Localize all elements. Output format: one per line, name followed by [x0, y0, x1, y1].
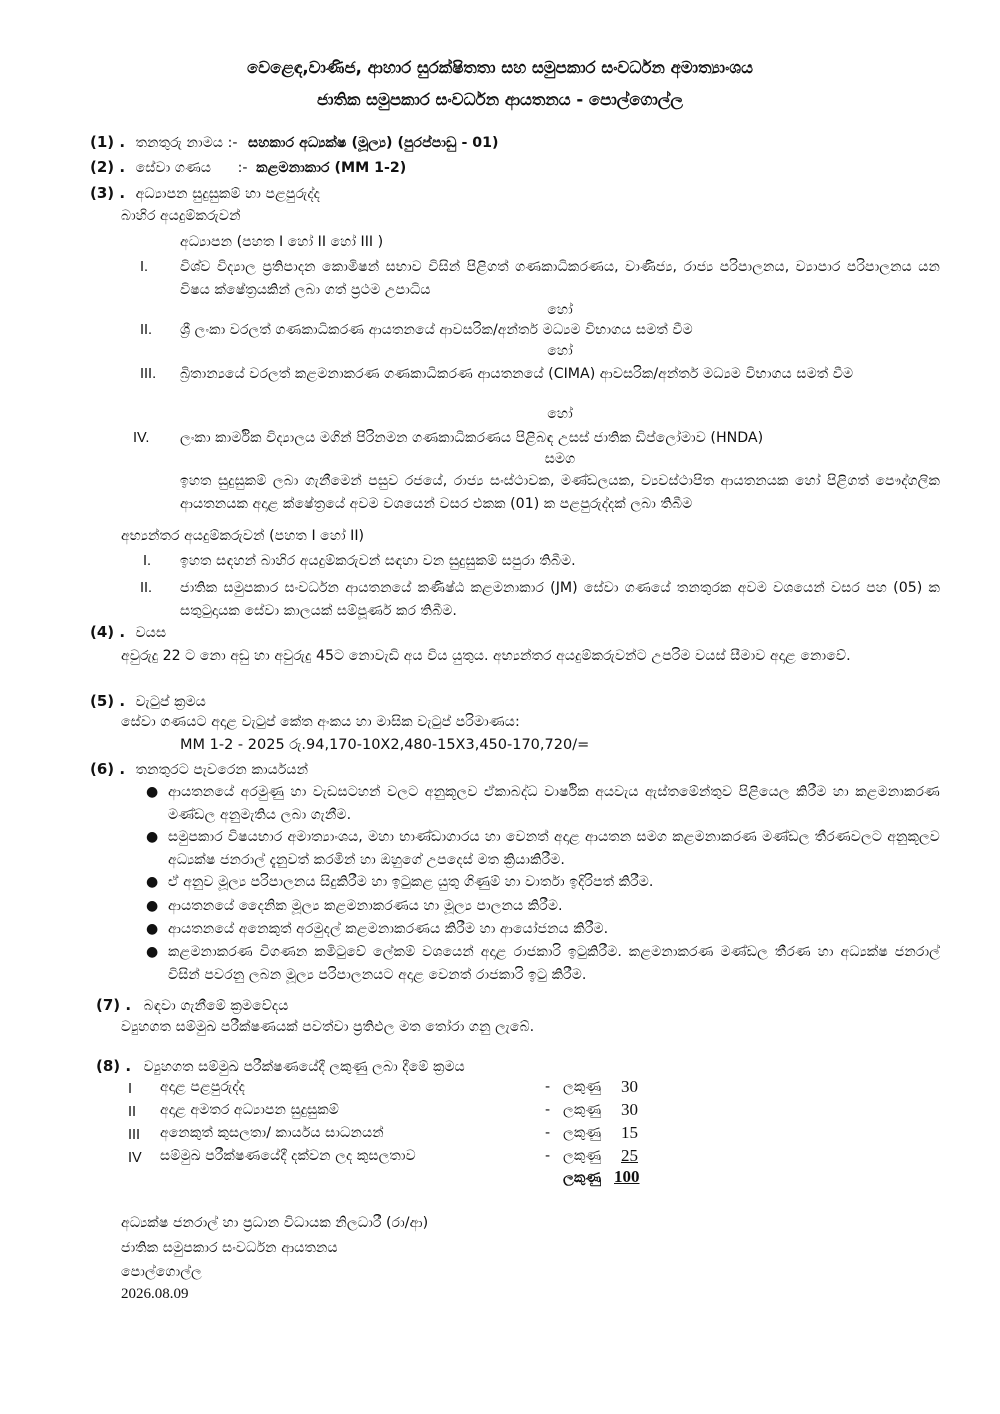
section-number: (2) .: [90, 158, 126, 176]
and-separator: සමග: [544, 451, 576, 467]
section-5-heading: [90, 692, 206, 710]
salary-intro: සේවා ගණයට අදාළ වැටුප් කේත අංකය හා මාසික වැටුප් පරිමාණය:: [121, 714, 520, 730]
duty-item: ආයතනයේ අරමුණු හා වැඩසටහන් වලට අනුකූලව ඒකාබද්ධ වාර්ෂික අයවැය ඇස්තමේන්තුව පිළියෙල කිරීම හා කළමනාකරණ මණ්ඩල අනුමැතිය ලබා ගැනීම.: [168, 784, 940, 823]
marks-row-label: සම්මුඛ පරීක්ෂණයේදී දක්වන ලද කුසලතාව: [160, 1148, 416, 1164]
marks-value: 30: [621, 1077, 638, 1096]
bullet-icon: ●: [146, 921, 159, 937]
marks-dash: -: [545, 1102, 551, 1118]
item-roman: III.: [140, 366, 157, 382]
issue-date: 2026.08.09: [121, 1286, 189, 1302]
marks-value: 30: [621, 1100, 638, 1119]
age-requirement: අවුරුදු 22 ට නො අඩු හා අවුරුදු 45ට නොවැඩි අය විය යුතුය. අභ්‍යන්තර අයදුම්කරුවන්ට උපරිම වයස් සීමාව අදාළ නොවේ.: [121, 648, 851, 664]
item-roman: II.: [140, 322, 153, 338]
internal-applicants-title: අභ්‍යන්තර අයදුම්කරුවන් (පහත I හෝ II): [121, 528, 365, 544]
education-item-4: ලංකා කාර්මික විද්‍යාලය මගින් පිරිනමන ගණකාධිකරණය පිළිබඳ උසස් ජාතික ඩිප්ලෝමාව (HNDA): [180, 430, 764, 446]
or-separator: හෝ: [547, 343, 573, 359]
signatory-institute: ජාතික සමුපකාර සංවර්ධන ආයතනය: [121, 1240, 338, 1256]
bullet-icon: ●: [146, 898, 159, 914]
education-title: අධ්‍යාපන (පහත I හෝ II හෝ III ): [180, 234, 384, 250]
section-label: අධ්‍යාපන සුදුසුකම් හා පළපුරුද්ද: [135, 186, 320, 202]
section-label: තනතුරට පැවරෙන කාර්යයන්: [135, 762, 309, 778]
section-4-heading: [90, 623, 166, 641]
section-number: (5) .: [90, 692, 126, 710]
or-separator: හෝ: [547, 302, 573, 318]
marks-word: ලකුණු: [563, 1102, 602, 1118]
duty-item: ඒ අනුව මූල්‍ය පරිපාලනය සිදුකිරීම හා ඉටුකළ යුතු ගිණුම් හා වාර්තා ඉදිරිපත් කිරීම.: [168, 874, 654, 890]
section-6-heading: [90, 760, 308, 778]
duty-item: සමුපකාර විෂයභාර අමාත්‍යාංශය, මහා භාණ්ඩාගාරය හා වෙනත් අදාළ ආයතන සමග කළමනාකරණ මණ්ඩල තීරණවලට අනුකූලව අධ්‍යක්ෂ ජනරාල් දැනුවත් කරමින් හා ඔහුගේ උපදෙස් මත ක්‍රියාකිරීම.: [168, 829, 940, 868]
service-category-value: කළමනාකාර (MM 1-2): [256, 160, 407, 176]
section-label: ව්‍යුහගත සම්මුඛ පරීක්ෂණයේදී ලකුණු ලබා දීමේ ක්‍රමය: [143, 1059, 465, 1075]
total-marks-word: ලකුණු: [563, 1170, 602, 1186]
item-roman: I.: [143, 553, 152, 569]
marks-row-roman: II: [128, 1104, 137, 1120]
bullet-icon: ●: [146, 944, 159, 960]
section-number: (6) .: [90, 760, 126, 778]
institute-title: ජාතික සමුපකාර සංවර්ධන ආයතනය - පොල්ගොල්ල: [317, 90, 683, 109]
duty-item: ආයතනයේ අනෙකුත් අරමුදල් කළමනාකරණය කිරීම හා ආයෝජනය කිරීම.: [168, 921, 609, 937]
section-1: [90, 133, 499, 151]
item-roman: II.: [140, 580, 153, 596]
ministry-title: වෙළෙඳ,වාණිජ, ආහාර සුරක්ෂිතතා සහ සමුපකාර සංවර්ධන අමාත්‍යාංශය: [247, 58, 753, 77]
section-number: (7) .: [96, 996, 132, 1014]
section-label: බඳවා ගැනීමේ ක්‍රමවේදය: [143, 998, 289, 1014]
section-8-heading: [96, 1057, 465, 1075]
post-name-label: තනතුරු නාමය :-: [135, 135, 238, 151]
marks-row-roman: I: [128, 1081, 133, 1097]
marks-row-roman: IV: [128, 1150, 142, 1166]
experience-requirement: ඉහත සුදුසුකම් ලබා ගැනීමෙන් පසුව රජයේ, රාජ්‍ය සංස්ථාවක, මණ්ඩලයක, ව්‍යවස්ථාපිත ආයතනයක හෝ පිළිගත් පෞද්ගලික ආයතනයක අදාළ ක්ෂේත්‍රයේ අවම වශයෙන් වසර එකක (01) ක පළපුරුද්දක් ලබා තිබීම: [180, 473, 940, 512]
marks-value: 15: [621, 1123, 638, 1142]
section-label: වයස: [135, 625, 167, 641]
marks-word: ලකුණු: [563, 1148, 602, 1164]
separator: :-: [237, 160, 248, 176]
marks-dash: -: [545, 1148, 551, 1164]
duty-item: ආයතනයේ දෛනික මූල්‍ය කළමනාකරණය හා මූල්‍ය පාලනය කිරීම.: [168, 898, 563, 914]
salary-scale: MM 1-2 - 2025 රු.94,170-10X2,480-15X3,450-170,720/=: [180, 737, 590, 753]
section-label: වැටුප් ක්‍රමය: [135, 694, 206, 710]
education-item-1: විශ්ව විද්‍යාල ප්‍රතිපාදන කොමිෂන් සභාව විසින් පිළිගත් ගණකාධිකරණය, වාණිජ්‍ය, රාජ්‍ය පරිපාලනය, ව්‍යාපාර පරිපාලනය යන විෂය ක්ෂේත්‍රයකින් ලබා ගත් ප්‍රථම උපාධිය: [180, 259, 940, 298]
marks-row-label: අදාළ පළපුරුද්ද: [160, 1079, 245, 1095]
marks-dash: -: [545, 1125, 551, 1141]
service-category-label: සේවා ගණය: [135, 160, 212, 176]
section-2: [90, 158, 406, 176]
item-roman: I.: [140, 259, 149, 275]
external-applicants-title: බාහිර අයදුම්කරුවන්: [121, 208, 241, 224]
section-number: (3) .: [90, 184, 126, 202]
duty-item: කළමනාකරණ විගණන කමිටුවේ ලේකම් වශයෙන් අදාළ රාජකාරි ඉටුකිරීම. කළමනාකරණ මණ්ඩල තීරණ හා අධ්‍යක්ෂ ජනරාල් විසින් පවරනු ලබන මූල්‍ය පරිපාලනයට අදාළ වෙනත් රාජකාරි ඉටු කිරීම.: [168, 944, 940, 983]
post-name-value: සහකාර අධ්‍යක්ෂ (මූල්‍ය) (පුරප්පාඩු - 01): [248, 135, 499, 151]
section-number: (8) .: [96, 1057, 132, 1075]
signatory-location: පොල්ගොල්ල: [121, 1264, 202, 1280]
recruitment-method: ව්‍යුහගත සම්මුඛ පරීක්ෂණයක් පවත්වා ප්‍රතිඵල මත තෝරා ගනු ලැබේ.: [121, 1019, 535, 1035]
total-marks-value: 100: [614, 1167, 640, 1186]
marks-word: ලකුණු: [563, 1125, 602, 1141]
item-roman: IV.: [133, 430, 150, 446]
education-item-3: බ්‍රිතාන්‍යයේ වරලත් කළමනාකරණ ගණකාධිකරණ ආයතනයේ (CIMA) ආවසරික/අන්තර් මධ්‍යම විභාගය සමත් වීම: [180, 366, 854, 382]
section-number: (4) .: [90, 623, 126, 641]
internal-item-2: ජාතික සමුපකාර සංවර්ධන ආයතනයේ කණිෂ්ඨ කළමනාකාර (JM) සේවා ගණයේ තනතුරක අවම වශයෙන් වසර පහ (05) ක සතුටුදායක සේවා කාලයක් සම්පූර්ණ කර තිබීම.: [180, 580, 940, 619]
marks-row-label: අදාළ අමතර අධ්‍යාපන සුදුසුකම්: [160, 1102, 339, 1118]
section-7-heading: [96, 996, 288, 1014]
bullet-icon: ●: [146, 874, 159, 890]
internal-item-1: ඉහත සඳහන් බාහිර අයදුම්කරුවන් සඳහා වන සුදුසුකම් සපුරා තිබීම.: [180, 553, 576, 569]
bullet-icon: ●: [146, 829, 159, 845]
marks-dash: -: [545, 1079, 551, 1095]
education-item-2: ශ්‍රී ලංකා වරලත් ගණකාධිකරණ ආයතනයේ ආවසරික/අන්තර් මධ්‍යම විභාගය සමත් වීම: [180, 322, 693, 338]
marks-value: 25: [621, 1146, 638, 1165]
section-3-heading: [90, 184, 320, 202]
signatory-title: අධ්‍යක්ෂ ජනරාල් හා ප්‍රධාන විධායක නිලධාරී (රා/ආ): [121, 1215, 429, 1231]
section-number: (1) .: [90, 133, 126, 151]
marks-word: ලකුණු: [563, 1079, 602, 1095]
or-separator: හෝ: [547, 406, 573, 422]
bullet-icon: ●: [146, 784, 159, 800]
marks-row-label: අනෙකුත් කුසලතා/ කාර්යය සාධනයන්: [160, 1125, 384, 1141]
marks-row-roman: III: [128, 1127, 141, 1143]
